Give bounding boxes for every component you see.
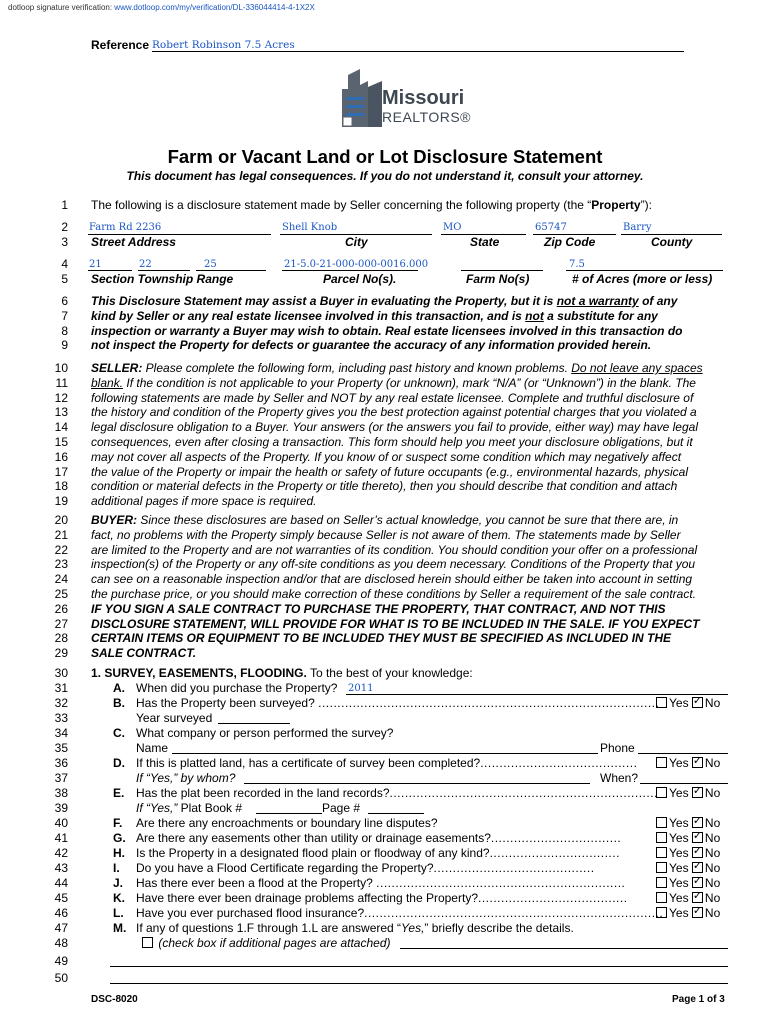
checkbox-checked[interactable] <box>692 697 703 708</box>
intro-line: The following is a disclosure statement made by Seller concerning the following property (the “Property”): <box>91 198 652 212</box>
drainage-yes-no[interactable]: Yes ✓ No <box>656 891 720 905</box>
checkbox-checked[interactable] <box>692 787 703 798</box>
document-title: Farm or Vacant Land or Lot Disclosure Statement <box>167 146 603 167</box>
checkbox[interactable] <box>142 937 153 948</box>
checkbox[interactable] <box>656 787 667 798</box>
checkbox-checked[interactable] <box>692 847 703 858</box>
acres-value[interactable]: 7.5 <box>569 259 585 270</box>
purchase-year-value[interactable]: 2011 <box>348 683 374 694</box>
checkbox[interactable] <box>656 832 667 843</box>
checkbox[interactable] <box>656 877 667 888</box>
page-number: Page 1 of 3 <box>672 994 725 1005</box>
checkbox[interactable] <box>656 862 667 873</box>
dotloop-verification: dotloop signature verification: www.dotloop.com/my/verification/DL-336044414-4-1X2X <box>8 3 315 12</box>
checkbox[interactable] <box>656 757 667 768</box>
reference-value[interactable]: Robert Robinson 7.5 Acres <box>152 39 295 51</box>
form-id: DSC-8020 <box>91 994 138 1005</box>
section-value[interactable]: 21 <box>89 259 102 270</box>
checkbox[interactable] <box>656 697 667 708</box>
checkbox-checked[interactable] <box>692 862 703 873</box>
surveyed-yes-no[interactable]: Yes ✓ No <box>656 696 720 710</box>
flood-history-yes-no[interactable]: Yes ✓ No <box>656 876 720 890</box>
certificate-yes-no[interactable]: Yes ✓ No <box>656 756 720 770</box>
buyer-paragraph: BUYER: Since these disclosures are based on Seller’s actual knowledge, you cannot be sure that there are, in fact, no problems with the Property simply because Seller is not aware of them. The statements made by Seller are limited to the Property and are not warranties of its condition. You should condition your offer on a professional inspection(s) of the Property or any off-site conditions as you deem necessary. Conditions of the Property that you can see on a reasonable inspection and/or that are disclosed herein should either be taken into account in setting the purchase price, or you should make correction of these conditions by Seller a requirement of the sale contract. IF YOU SIGN A SALE CONTRACT TO PURCHASE THE PROPERTY, THAT CONTRACT, AND NOT THIS DISCLOSURE STATEMENT, WILL PROVIDE FOR WHAT IS TO BE INCLUDED IN THE SALE. IF YOU EXPECT CERTAIN ITEMS OR EQUIPMENT TO BE INCLUDED THEY MUST BE SPECIFIED AS INCLUDED IN THE SALE CONTRACT. <box>91 513 700 661</box>
additional-pages-option[interactable]: (check box if additional pages are attached) <box>142 936 391 950</box>
zip-value[interactable]: 65747 <box>535 222 567 233</box>
township-value[interactable]: 22 <box>139 259 152 270</box>
warning-paragraph: This Disclosure Statement may assist a Buyer in evaluating the Property, but it is not a warranty of any kind by Seller or any real estate licensee involved in this transaction, and is not a substitute for any inspection or warranty a Buyer may wish to obtain. Real estate licensees involved in this transaction do not inspect the Property for defects or guarantee the accuracy of any information provided herein. <box>91 294 683 353</box>
seller-paragraph: SELLER: Please complete the following form, including past history and known problems. Do not leave any spaces blank. If the condition is not applicable to your Property (or unknown), mark “N/A” (or “Unknown”) in the blank. The following statements are made by Seller and NOT by any real estate licensee. Complete and truthful disclosure of the history and condition of the Property gives you the best protection against potential charges that you violated a legal disclosure obligation to a Buyer. Your answers (or the answers you fail to provide, either way) may have legal consequences, even after closing a transaction. This form should help you meet your disclosure obligations, but it may not cover all aspects of the Property. If you know of or suspect some condition which may negatively affect the value of the Property or impair the health or safety of future occupants (e.g., environmental hazards, physical condition or material defects in the Property or title thereto), then you should describe that condition and attach additional pages if more space is required. <box>91 361 703 509</box>
section1-heading: 1. SURVEY, EASEMENTS, FLOODING. To the best of your knowledge: <box>91 666 473 680</box>
checkbox-checked[interactable] <box>692 817 703 828</box>
encroachments-yes-no[interactable]: Yes ✓ No <box>656 816 720 830</box>
reference-label: Reference <box>91 38 150 52</box>
verification-link[interactable]: www.dotloop.com/my/verification/DL-336044414-4-1X2X <box>114 3 315 12</box>
document-subtitle: This document has legal consequences. If you do not understand it, consult your attorney. <box>126 169 644 183</box>
parcel-value[interactable]: 21-5.0-21-000-000-0016.000 <box>284 259 429 270</box>
easements-yes-no[interactable]: Yes ✓ No <box>656 831 720 845</box>
checkbox[interactable] <box>656 817 667 828</box>
checkbox[interactable] <box>656 907 667 918</box>
checkbox[interactable] <box>656 847 667 858</box>
checkbox-checked[interactable] <box>692 877 703 888</box>
county-value[interactable]: Barry <box>623 222 652 233</box>
checkbox-checked[interactable] <box>692 892 703 903</box>
flood-insurance-yes-no[interactable]: Yes ✓ No <box>656 906 720 920</box>
range-value[interactable]: 25 <box>204 259 217 270</box>
checkbox-checked[interactable] <box>692 757 703 768</box>
city-value[interactable]: Shell Knob <box>282 222 338 233</box>
checkbox[interactable] <box>656 892 667 903</box>
checkbox-checked[interactable] <box>692 832 703 843</box>
plat-recorded-yes-no[interactable]: Yes ✓ No <box>656 786 720 800</box>
flood-plain-yes-no[interactable]: Yes ✓ No <box>656 846 720 860</box>
state-value[interactable]: MO <box>443 222 462 233</box>
flood-certificate-yes-no[interactable]: Yes ✓ No <box>656 861 720 875</box>
street-address-value[interactable]: Farm Rd 2236 <box>89 222 162 233</box>
missouri-realtors-logo: Missouri REALTORS® <box>338 67 478 129</box>
checkbox-checked[interactable] <box>692 907 703 918</box>
